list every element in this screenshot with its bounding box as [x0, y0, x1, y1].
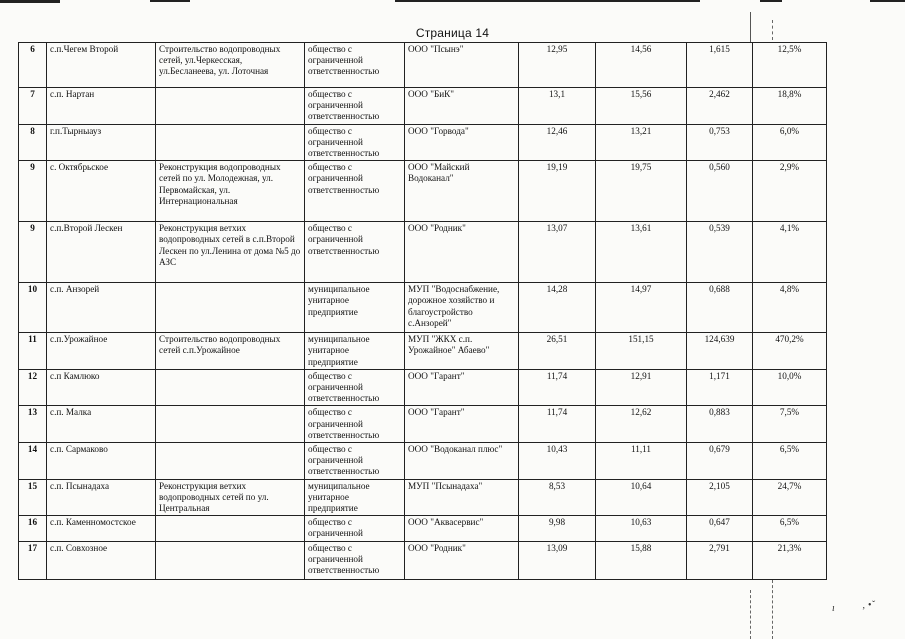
top-border-line	[150, 0, 190, 2]
tariff-diff-cell: 0,647	[687, 516, 753, 541]
row-number: 6	[19, 43, 47, 88]
table-row	[19, 283, 827, 333]
table-row	[19, 541, 827, 579]
growth-percent-cell: 6,0%	[753, 124, 827, 161]
tariff-diff-cell: 0,560	[687, 161, 753, 222]
growth-percent-cell: 21,3%	[753, 541, 827, 579]
tariff-old-cell: 13,1	[519, 88, 596, 125]
signature-mark: ı	[832, 603, 835, 614]
growth-percent-cell: 4,1%	[753, 222, 827, 283]
project-cell	[156, 516, 305, 541]
table-row	[19, 43, 827, 88]
tariff-new-cell: 15,56	[596, 88, 687, 125]
tariff-diff-cell: 0,883	[687, 406, 753, 443]
top-border-line	[760, 0, 782, 2]
ownership-form-cell: общество с ограниченной ответственностью	[305, 406, 405, 443]
tariff-diff-cell: 0,688	[687, 283, 753, 333]
table-row	[19, 369, 827, 406]
margin-line	[772, 580, 773, 639]
organization-cell: ООО "Водоканал плюс"	[405, 443, 519, 480]
ownership-form-cell: общество с ограниченной ответственностью	[305, 443, 405, 480]
margin-line	[750, 12, 751, 42]
row-number: 9	[19, 161, 47, 222]
margin-line	[772, 20, 773, 40]
table-row	[19, 406, 827, 443]
project-cell	[156, 283, 305, 333]
row-number: 13	[19, 406, 47, 443]
project-cell: Реконструкция ветхих водопроводных сетей в с.п.Второй Лескен по ул.Ленина от дома №5 до АЗС	[156, 222, 305, 283]
tariff-new-cell: 13,21	[596, 124, 687, 161]
tariff-new-cell: 10,63	[596, 516, 687, 541]
row-number: 7	[19, 88, 47, 125]
tariff-old-cell: 8,53	[519, 479, 596, 516]
settlement-cell: с.п Камлюко	[47, 369, 156, 406]
growth-percent-cell: 24,7%	[753, 479, 827, 516]
organization-cell: ООО "Горвода"	[405, 124, 519, 161]
growth-percent-cell: 2,9%	[753, 161, 827, 222]
tariff-old-cell: 19,19	[519, 161, 596, 222]
ownership-form-cell: муниципальное унитарное предприятие	[305, 283, 405, 333]
page-title: Страница 14	[415, 26, 490, 40]
project-cell	[156, 124, 305, 161]
tariff-old-cell: 9,98	[519, 516, 596, 541]
tariff-diff-cell: 2,462	[687, 88, 753, 125]
organization-cell: ООО "Псынэ"	[405, 43, 519, 88]
tariff-diff-cell: 2,791	[687, 541, 753, 579]
growth-percent-cell: 12,5%	[753, 43, 827, 88]
top-border-line	[870, 0, 905, 2]
tariff-diff-cell: 0,753	[687, 124, 753, 161]
growth-percent-cell: 7,5%	[753, 406, 827, 443]
tariff-new-cell: 151,15	[596, 333, 687, 370]
settlement-cell: с.п.Второй Лескен	[47, 222, 156, 283]
table-row	[19, 333, 827, 370]
organization-cell: ООО "Майский Водоканал"	[405, 161, 519, 222]
tariff-old-cell: 12,46	[519, 124, 596, 161]
tariff-new-cell: 14,97	[596, 283, 687, 333]
project-cell	[156, 541, 305, 579]
margin-line	[750, 590, 751, 639]
ownership-form-cell: общество с ограниченной ответственностью	[305, 124, 405, 161]
project-cell	[156, 406, 305, 443]
top-border-line	[0, 0, 60, 3]
table-row	[19, 88, 827, 125]
table-body	[19, 43, 827, 580]
row-number: 12	[19, 369, 47, 406]
table-row	[19, 479, 827, 516]
ownership-form-cell: общество с ограниченной ответственностью	[305, 541, 405, 579]
tariff-diff-cell: 0,679	[687, 443, 753, 480]
organization-cell: ООО "Гарант"	[405, 406, 519, 443]
ownership-form-cell: общество с ограниченной ответственностью	[305, 369, 405, 406]
top-border-line	[395, 0, 700, 2]
table-row	[19, 222, 827, 283]
tariff-diff-cell: 124,639	[687, 333, 753, 370]
settlement-cell: с.п. Каменномостское	[47, 516, 156, 541]
project-cell: Реконструкция водопроводных сетей по ул. Молодежная, ул. Первомайская, ул. Интернациональная	[156, 161, 305, 222]
tariff-old-cell: 11,74	[519, 406, 596, 443]
table-row	[19, 443, 827, 480]
tariff-old-cell: 13,09	[519, 541, 596, 579]
tariff-old-cell: 14,28	[519, 283, 596, 333]
tariff-diff-cell: 1,615	[687, 43, 753, 88]
ownership-form-cell: муниципальное унитарное предприятие	[305, 333, 405, 370]
organization-cell: ООО "Гарант"	[405, 369, 519, 406]
organization-cell: ООО "Родник"	[405, 222, 519, 283]
tariff-old-cell: 13,07	[519, 222, 596, 283]
project-cell	[156, 88, 305, 125]
tariff-old-cell: 11,74	[519, 369, 596, 406]
organization-cell: ООО "БиК"	[405, 88, 519, 125]
growth-percent-cell: 470,2%	[753, 333, 827, 370]
tariff-new-cell: 10,64	[596, 479, 687, 516]
tariff-new-cell: 11,11	[596, 443, 687, 480]
organization-cell: МУП "ЖКХ с.п. Урожайное" Абаево"	[405, 333, 519, 370]
tariff-old-cell: 12,95	[519, 43, 596, 88]
row-number: 10	[19, 283, 47, 333]
settlement-cell: с.п.Урожайное	[47, 333, 156, 370]
tariff-new-cell: 15,88	[596, 541, 687, 579]
settlement-cell: с.п. Совхозное	[47, 541, 156, 579]
tariff-new-cell: 19,75	[596, 161, 687, 222]
tariff-diff-cell: 1,171	[687, 369, 753, 406]
tariff-diff-cell: 0,539	[687, 222, 753, 283]
settlement-cell: с. Октябрьское	[47, 161, 156, 222]
row-number: 11	[19, 333, 47, 370]
tariff-new-cell: 12,62	[596, 406, 687, 443]
project-cell: Строительство водопроводных сетей, ул.Черкесская, ул.Бесланеева, ул. Лоточная	[156, 43, 305, 88]
project-cell: Строительство водопроводных сетей с.п.Урожайное	[156, 333, 305, 370]
tariff-diff-cell: 2,105	[687, 479, 753, 516]
row-number: 15	[19, 479, 47, 516]
table-row	[19, 124, 827, 161]
growth-percent-cell: 10,0%	[753, 369, 827, 406]
tariff-old-cell: 10,43	[519, 443, 596, 480]
row-number: 9	[19, 222, 47, 283]
ownership-form-cell: общество с ограниченной ответственностью	[305, 222, 405, 283]
growth-percent-cell: 4,8%	[753, 283, 827, 333]
organization-cell: МУП "Псынадаха"	[405, 479, 519, 516]
growth-percent-cell: 6,5%	[753, 516, 827, 541]
settlement-cell: с.п. Нартан	[47, 88, 156, 125]
project-cell: Реконструкция ветхих водопроводных сетей по ул. Центральная	[156, 479, 305, 516]
ownership-form-cell: общество с ограниченной	[305, 516, 405, 541]
tariff-new-cell: 12,91	[596, 369, 687, 406]
project-cell	[156, 443, 305, 480]
organization-cell: ООО "Родник"	[405, 541, 519, 579]
ownership-form-cell: общество с ограниченной ответственностью	[305, 43, 405, 88]
growth-percent-cell: 6,5%	[753, 443, 827, 480]
settlement-cell: с.п. Малка	[47, 406, 156, 443]
row-number: 14	[19, 443, 47, 480]
ownership-form-cell: общество с ограниченной ответственностью	[305, 161, 405, 222]
organization-cell: ООО "Аквасервис"	[405, 516, 519, 541]
row-number: 17	[19, 541, 47, 579]
organization-cell: МУП "Водоснабжение, дорожное хозяйство и благоустройство с.Анзорей"	[405, 283, 519, 333]
tariff-old-cell: 26,51	[519, 333, 596, 370]
row-number: 8	[19, 124, 47, 161]
signature-mark: ‚ •ˇ	[862, 600, 875, 611]
settlement-cell: с.п.Чегем Второй	[47, 43, 156, 88]
settlement-cell: г.п.Тырныауз	[47, 124, 156, 161]
data-table	[18, 42, 827, 580]
tariff-new-cell: 13,61	[596, 222, 687, 283]
row-number: 16	[19, 516, 47, 541]
ownership-form-cell: общество с ограниченной ответственностью	[305, 88, 405, 125]
settlement-cell: с.п. Сармаково	[47, 443, 156, 480]
tariff-new-cell: 14,56	[596, 43, 687, 88]
settlement-cell: с.п. Анзорей	[47, 283, 156, 333]
growth-percent-cell: 18,8%	[753, 88, 827, 125]
settlement-cell: с.п. Псынадаха	[47, 479, 156, 516]
table-row	[19, 161, 827, 222]
project-cell	[156, 369, 305, 406]
ownership-form-cell: муниципальное унитарное предприятие	[305, 479, 405, 516]
table-row	[19, 516, 827, 541]
